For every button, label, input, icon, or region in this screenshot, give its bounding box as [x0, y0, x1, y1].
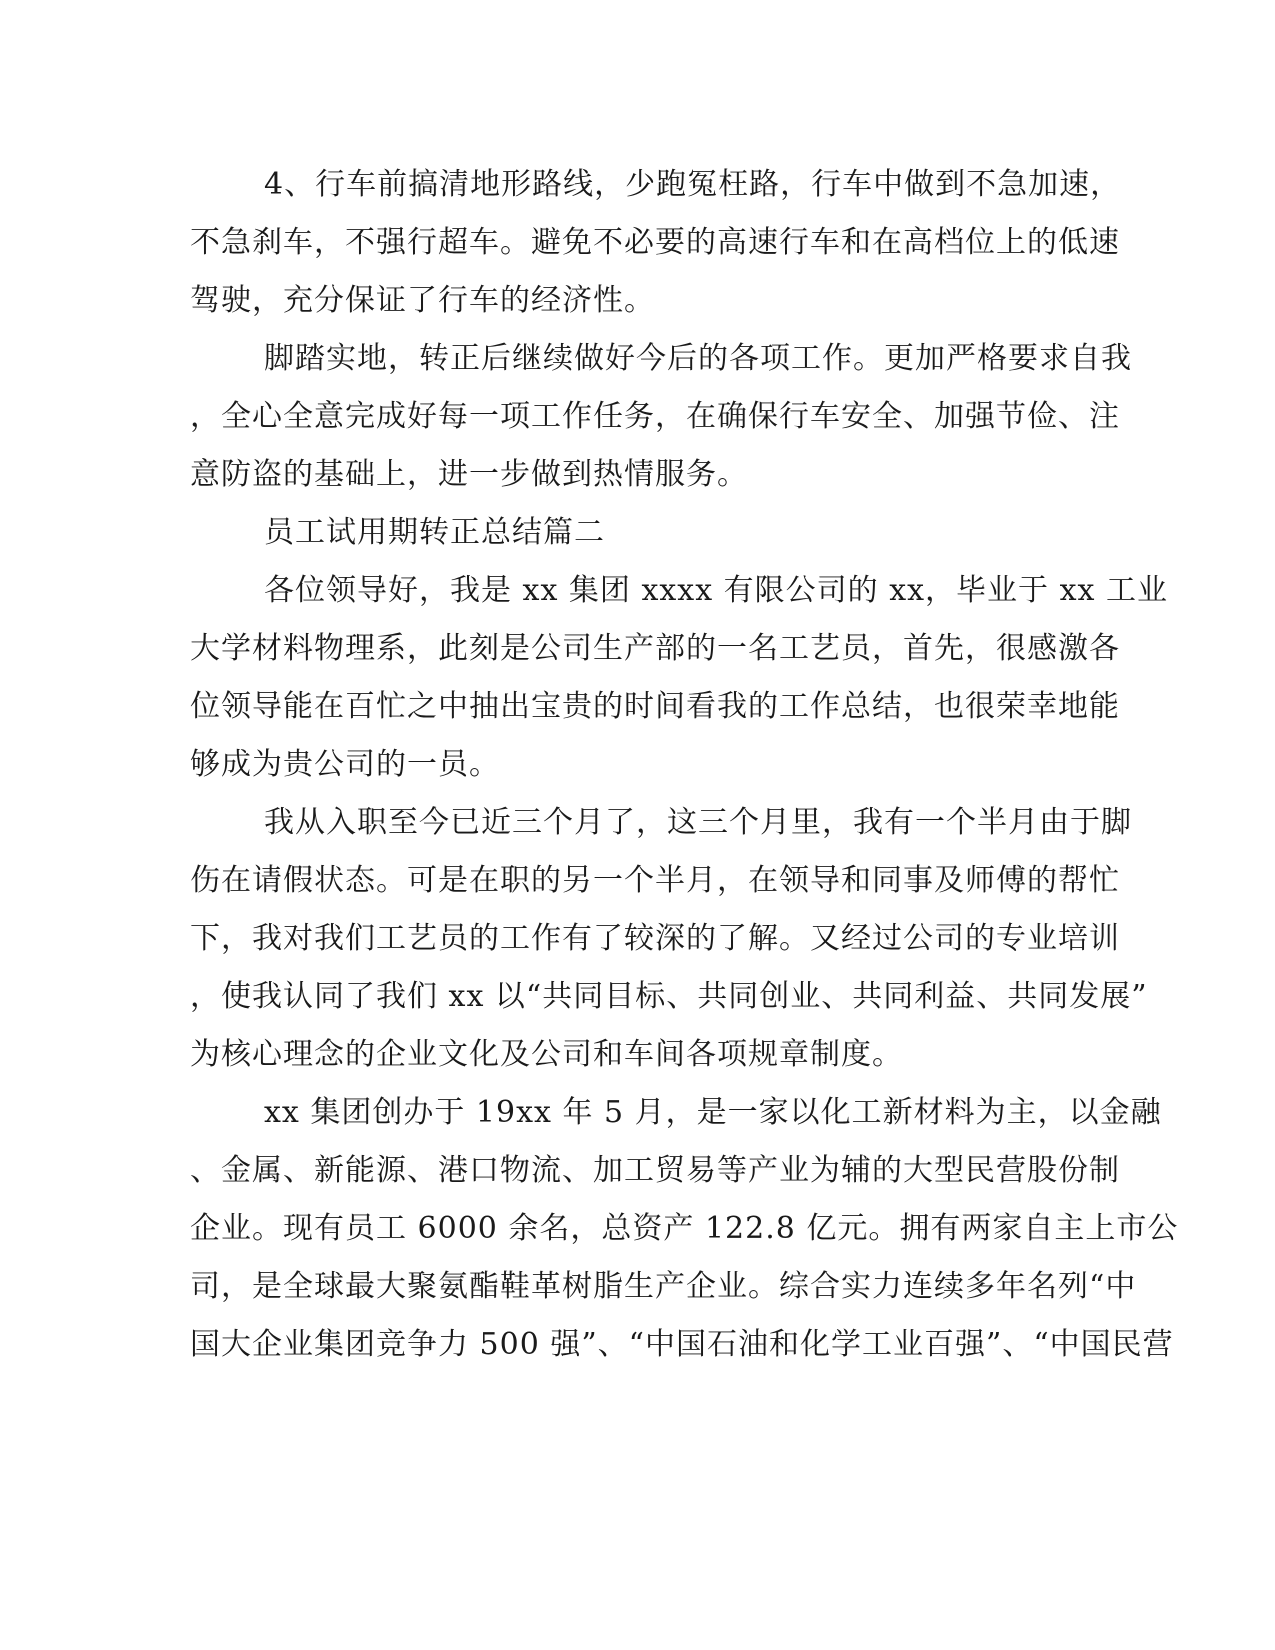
paragraph-line: 司，是全球最大聚氨酯鞋革树脂生产企业。综合实力连续多年名列“中	[190, 1269, 1137, 1304]
paragraph-line: 位领导能在百忙之中抽出宝贵的时间看我的工作总结，也很荣幸地能	[190, 689, 1120, 724]
paragraph-line: 为核心理念的企业文化及公司和车间各项规章制度。	[190, 1037, 903, 1072]
paragraph-line: 意防盗的基础上，进一步做到热情服务。	[190, 457, 748, 492]
paragraph-line: 大学材料物理系，此刻是公司生产部的一名工艺员，首先，很感激各	[190, 631, 1120, 666]
paragraph-line: 脚踏实地，转正后继续做好今后的各项工作。更加严格要求自我	[264, 341, 1132, 376]
paragraph-line: xx 集团创办于 19xx 年 5 月，是一家以化工新材料为主，以金融	[264, 1095, 1162, 1130]
paragraph-line: ，全心全意完成好每一项工作任务，在确保行车安全、加强节俭、注	[190, 399, 1120, 434]
section-heading: 员工试用期转正总结篇二	[264, 515, 605, 550]
paragraph-line: 企业。现有员工 6000 余名，总资产 122.8 亿元。拥有两家自主上市公	[190, 1211, 1179, 1246]
paragraph-line: 下，我对我们工艺员的工作有了较深的了解。又经过公司的专业培训	[190, 921, 1120, 956]
paragraph-line: 伤在请假状态。可是在职的另一个半月，在领导和同事及师傅的帮忙	[190, 863, 1120, 898]
paragraph-line: 4、行车前搞清地形路线，少跑冤枉路，行车中做到不急加速，	[264, 167, 1122, 202]
paragraph-line: ，使我认同了我们 xx 以“共同目标、共同创业、共同利益、共同发展”	[190, 979, 1148, 1014]
paragraph-line: 不急刹车，不强行超车。避免不必要的高速行车和在高档位上的低速	[190, 225, 1120, 260]
paragraph-line: 我从入职至今已近三个月了，这三个月里，我有一个半月由于脚	[264, 805, 1132, 840]
paragraph-line: 够成为贵公司的一员。	[190, 747, 500, 782]
paragraph-line: 驾驶，充分保证了行车的经济性。	[190, 283, 655, 318]
paragraph-line: 国大企业集团竞争力 500 强”、“中国石油和化学工业百强”、“中国民营	[190, 1327, 1174, 1362]
paragraph-line: 、金属、新能源、港口物流、加工贸易等产业为辅的大型民营股份制	[190, 1153, 1120, 1188]
paragraph-line: 各位领导好，我是 xx 集团 xxxx 有限公司的 xx，毕业于 xx 工业	[264, 573, 1168, 608]
